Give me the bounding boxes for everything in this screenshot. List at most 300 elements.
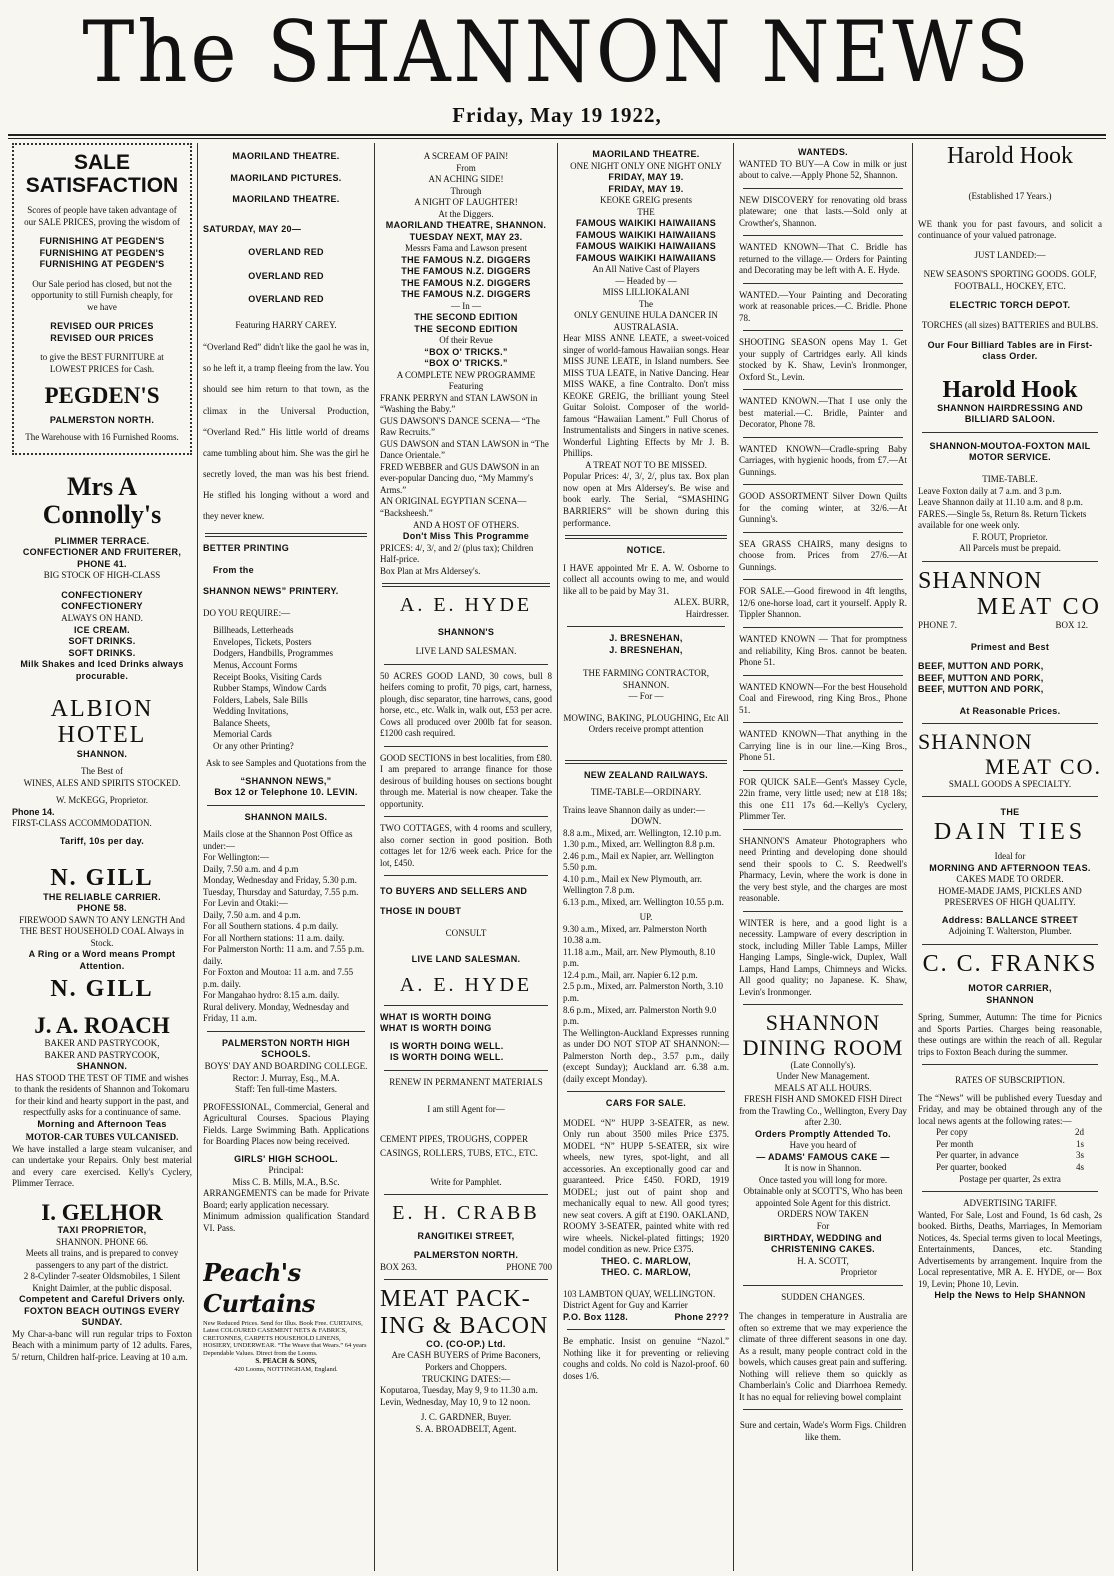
gill-title-2: N. GILL — [50, 976, 154, 1003]
rate-row — [918, 1150, 1102, 1162]
billiard: Our Four Billiard Tables are in First-class Order. — [927, 339, 1093, 362]
rate-label: Per quarter, in advance — [936, 1150, 1019, 1161]
trucking-1: Koputaroa, Tuesday, May 9, 9 to 11.30 a.m. — [380, 1385, 538, 1396]
column-rule — [374, 143, 375, 1571]
albion-accom: FIRST-CLASS ACCOMMODATION. — [12, 818, 152, 829]
cakes: CAKES MADE TO ORDER. — [956, 874, 1064, 885]
fish: FRESH FISH AND SMOKED FISH Direct from the Trawling Co., Wellington, Every Day after 2.30. — [739, 1094, 907, 1128]
print-item: Rubber Stamps, Window Cards — [213, 683, 327, 694]
lilliokalani: MISS LILLIOKALANI — [602, 287, 690, 298]
column-4 — [563, 143, 729, 1571]
gill-title: N. GILL — [50, 865, 154, 892]
separator — [922, 944, 1098, 945]
friday: FRIDAY, MAY 19. — [608, 183, 684, 194]
buyers-sellers: TO BUYERS AND SELLERS AND THOSE IN DOUBT — [380, 886, 528, 917]
host-others: AND A HOST OF OTHERS. — [412, 519, 520, 530]
up-train: 9.30 a.m., Mixed, arr. Palmerston North 10.38 a.m. — [563, 923, 707, 946]
principal-name: Miss C. B. Mills, M.A., B.Sc. — [232, 1176, 340, 1187]
second-edition: THE SECOND EDITION — [414, 323, 518, 334]
column-rule — [557, 143, 558, 1571]
pegdens-name: PEGDEN'S — [44, 383, 160, 409]
theatre: MAORILAND THEATRE. — [592, 149, 700, 159]
albion-tariff: Tariff, 10s per day. — [59, 835, 145, 846]
famous-diggers: THE FAMOUS N.Z. DIGGERS — [401, 277, 531, 288]
meals: MEALS AT ALL HOURS. — [774, 1082, 872, 1093]
better-printing: BETTER PRINTING — [203, 543, 290, 554]
at-diggers: At the Diggers. — [438, 208, 494, 219]
mail-line: Tuesday, Thursday and Saturday, 7.55 p.m. — [203, 886, 359, 897]
marlow-contact — [563, 1312, 729, 1324]
smallgoods: SMALL GOODS A SPECIALTY. — [948, 778, 1072, 789]
ask-samples: Ask to see Samples and Quotations from the — [205, 758, 367, 769]
mail-line: For Mangahao hydro: 8.15 a.m. daily. — [203, 990, 340, 1001]
gill-ring: A Ring or a Word means Prompt Attention. — [28, 949, 176, 971]
gelhor-drivers: Competent and Careful Drivers only. FOXTON BEACH OUTINGS EVERY SUNDAY. — [19, 1294, 185, 1328]
print-item: Folders, Labels, Sale Bills — [213, 694, 308, 705]
pegdens-advert — [12, 143, 192, 455]
address: Address: BALLANCE STREET — [941, 914, 1079, 925]
materials: CEMENT PIPES, TROUGHS, COPPER CASINGS, ROLLERS, TUBS, ETC., ETC. — [380, 1133, 538, 1159]
wanted-ad: WANTED KNOWN — That for promptness and reliability, King Bros. cannot be beaten. Phone 51. — [739, 633, 907, 668]
meat-box: BOX 12. — [1055, 620, 1088, 631]
mail-line: Rural delivery. Monday, Wednesday and Friday, 11 a.m. — [203, 1001, 349, 1024]
wanted-ad: WANTED KNOWN.—That I use only the best material.—C. Bridle, Painter and Decorator, Phone 78. — [739, 396, 907, 430]
teas: MORNING AND AFTERNOON TEAS. — [929, 862, 1091, 873]
up-lines — [563, 924, 729, 1028]
adv-body: Wanted, For Sale, Lost and Found, 1s 6d cash, 2s booked. Births, Deaths, Marriages, In Memoriam Notices, 4s. Special terms given to local Meetings, Entertainments, Dances, etc. Standing Advertisements by arrangement. Inquire from the Local representative, MR A. E. HYDE, or— Box 19, Levin; Phone 10, Levin. — [918, 1209, 1102, 1289]
revue-line: FRANK PERRYN and STAN LAWSON in “Washing the Baby.” — [380, 392, 538, 415]
print-item: Balance Sheets, — [213, 717, 270, 728]
separator — [743, 829, 903, 830]
hyde-shannons: SHANNON'S — [437, 626, 495, 637]
burr: ALEX. BURR, — [673, 597, 729, 608]
the: THE — [637, 206, 655, 217]
late: (Late Connolly's). — [790, 1059, 856, 1070]
sudden-body: The changes in temperature in Australia are often so extreme that we may experience the climate of three different seasons in one day. As a result, many people contract cold in the bowels, which causes great pain and suffering. Nothing will relieve them so quickly as Chamberlain's Colic and Diarrhoea Remedy. It has no equal for relieving bowel complaint — [739, 1311, 907, 1402]
the-only: The — [639, 298, 653, 309]
separator — [743, 1285, 903, 1286]
separator — [384, 1005, 548, 1006]
separator — [384, 1070, 548, 1071]
rate-row — [918, 1162, 1102, 1174]
wanteds: WANTEDS. — [798, 147, 848, 157]
trucking-2: Levin, Wednesday, May 10, 9 to 12 noon. — [380, 1396, 531, 1407]
adams: — ADAMS' FAMOUS CAKE — — [756, 1151, 890, 1162]
wanted-ad: FOR SALE.—Good firewood in 4ft lengths, 12/6 one-horse load, cart it yourself. Apply R. Tippler Shannon. — [739, 586, 907, 620]
albion-best: The Best of — [81, 766, 123, 777]
box-tricks: “BOX O' TRICKS.” — [424, 358, 508, 369]
notice-body — [563, 563, 729, 598]
minimum: Minimum admission qualification Standard VI. Pass. — [203, 1211, 369, 1233]
print-item: Dodgers, Handbills, Programmes — [213, 648, 333, 659]
present: Messrs Fama and Lawson present — [405, 243, 527, 254]
waikiki: FAMOUS WAIKIKI HAIWAIIANS — [576, 218, 716, 229]
overland-red: OVERLAND RED — [248, 294, 324, 305]
wanted-ad: WANTED KNOWN—That anything in the Carrying line is in our line.—King Bros., Phone 51. — [739, 729, 907, 763]
marlow: THEO. C. MARLOW, — [601, 1255, 691, 1266]
separator — [567, 626, 725, 627]
consult: CONSULT — [445, 928, 487, 939]
separator — [743, 484, 903, 485]
wanted-ad: WANTED TO BUY—A Cow in milk or just about to calve.—Apply Phone 52, Shannon. — [739, 158, 907, 181]
reasonable: At Reasonable Prices. — [959, 705, 1061, 716]
beef-line: BEEF, MUTTON AND PORK, — [918, 684, 1044, 695]
revue-lines — [380, 393, 552, 520]
rate-value: 2d — [1075, 1127, 1084, 1138]
railways: NEW ZEALAND RAILWAYS. — [584, 769, 708, 780]
revised-line: REVISED OUR PRICES — [50, 321, 154, 332]
scream: A SCREAM OF PAIN! — [423, 151, 509, 161]
separator — [922, 432, 1098, 433]
column-2 — [203, 143, 369, 1571]
separator — [743, 330, 903, 331]
franks-town: SHANNON — [986, 994, 1034, 1005]
peach-body: New Reduced Prices. Send for Illus. Book Free. CURTAINS, Latest COLOURED CASEMENT NETS & FABRICS, CRETONNES, CARPETS HOUSEHOLD LINENS, HOSIERY, UNDERWEAR. “The Weave that Wears.” 64 years Dependable Values. Direct from the Looms. — [203, 1319, 367, 1357]
revue-line: FRED WEBBER and GUS DAWSON in an ever-popular Dancing duo, “My Mammy's Arms.” — [380, 461, 540, 495]
sale-intro: Scores of people have taken advantage of our SALE PRICES, proving the wisdom of — [24, 205, 180, 227]
live-land-salesman: LIVE LAND SALESMAN. — [411, 953, 521, 964]
crabb-street: RANGITIKEI STREET, — [417, 1230, 515, 1241]
rates-head: RATES OF SUBSCRIPTION. — [955, 1075, 1065, 1086]
peach-firm: S. PEACH & SONS, — [255, 1356, 317, 1365]
gelhor-chara: My Char-a-banc will run regular trips to Foxton Beach with a minimum party of 12 adults. Fares, 5/ return, Children half-price. Leaving at 10 a.m. — [12, 1328, 192, 1362]
headed-by: — Headed by — — [615, 275, 677, 286]
down-train: 8.8 a.m., Mixed, arr. Wellington, 12.10 p.m. — [563, 827, 722, 838]
worth-doing-well: IS WORTH DOING WELL. — [390, 1040, 504, 1051]
hyde-title: A. E. HYDE — [399, 594, 533, 617]
hairdresser: Hairdresser. — [685, 608, 729, 619]
connolly-phone: PHONE 41. — [77, 558, 127, 569]
famous-diggers: THE FAMOUS N.Z. DIGGERS — [401, 266, 531, 277]
second-edition: THE SECOND EDITION — [414, 312, 518, 323]
wanted-ad: WANTED KNOWN—For the best Household Coal and Firewood, ring King Bros., Phone 51. — [739, 681, 907, 715]
waikiki: FAMOUS WAIKIKI HAIWAIIANS — [576, 241, 716, 252]
featuring: Featuring — [448, 381, 484, 392]
peach-advert — [203, 1258, 369, 1374]
separator — [382, 583, 550, 587]
gill-phone: PHONE 58. — [77, 903, 127, 914]
rate-value: 4s — [1075, 1161, 1084, 1172]
sudden: SUDDEN CHANGES. — [781, 1291, 865, 1302]
column-3 — [380, 143, 552, 1571]
column-5 — [739, 143, 907, 1571]
roach-town: SHANNON. — [76, 1061, 128, 1072]
connolly-stock: BIG STOCK OF HIGH-CLASS — [43, 570, 161, 581]
separator — [384, 816, 548, 817]
down-lines — [563, 828, 729, 909]
wanted-ad: NEW DISCOVERY for renovating old brass plateware; one that lasts.—Sold only at Crowther's, Shannon. — [739, 194, 907, 228]
rate-label: Per copy — [936, 1127, 968, 1138]
worth-doing: WHAT IS WORTH DOING — [380, 1023, 492, 1034]
maoriland-theatre: MAORILAND THEATRE. — [232, 151, 340, 161]
down-train: 6.13 p.m., Mixed, arr. Wellington 10.55 p.m. — [563, 896, 724, 907]
separator — [565, 535, 727, 539]
for-label: For — [816, 1220, 830, 1231]
separator — [743, 627, 903, 628]
meat-co: CO. (CO-OP.) Ltd. — [426, 1338, 506, 1349]
established: (Established 17 Years.) — [968, 191, 1052, 202]
hyde-title-2: A. E. HYDE — [399, 974, 533, 997]
milk-shakes: Milk Shakes and Iced Drinks always procurable. — [20, 659, 184, 681]
thank: WE thank you for past favours, and solicit a continuance of your valued patronage. — [918, 218, 1102, 241]
tyres-head: MOTOR-CAR TUBES VULCANISED. — [25, 1132, 179, 1143]
franks-title: C. C. FRANKS — [922, 950, 1098, 977]
from-the: From the — [213, 564, 254, 575]
peach-addr: 420 Looms, NOTTINGHAM, England. — [234, 1365, 338, 1373]
separator — [384, 746, 548, 747]
sole-agent: I am still Agent for— — [427, 1104, 505, 1115]
torch-depot: ELECTRIC TORCH DEPOT. — [949, 300, 1071, 311]
down-train: 4.10 p.m., Mail ex New Plymouth, arr. Wellington 7.8 p.m. — [563, 873, 702, 896]
best-furniture: to give the BEST FURNITURE at LOWEST PRICES for Cash. — [40, 352, 164, 374]
top-rule — [8, 134, 1106, 136]
wanted-ad: SEA GRASS CHAIRS, many designs to choose from. Prices from 27/6.—At Gunnings. — [739, 538, 907, 572]
wanted-ad: WINTER is here, and a good light is a necessity. Lampware of every description in stock, including Miller Table Lamps, Miller Hanging Lamps, Single-wick, Duplex, Wall Lamps, Hand Lamps, Chimneys and Wicks. All good quality; no Japanese. K. Shaw, Levin's Ironmonger. — [739, 917, 907, 997]
maoriland-pictures: MAORILAND PICTURES. — [230, 172, 342, 183]
connolly-trade: CONFECTIONER AND FRUITERER, — [22, 547, 182, 558]
mail-line: For Foxton and Moutoa: 11 a.m. and 7.55 p.m. daily. — [203, 967, 354, 989]
pegdens-town: PALMERSTON NORTH. — [49, 414, 155, 425]
rates-intro: The “News” will be published every Tuesday and Friday, and may be obtained through any of the local news agents at the following rates:— — [918, 1092, 1102, 1126]
franks-body: Spring, Summer, Autumn: The time for Picnics and Sports Parties. Charges being reasonable, these outings are within the reach of all. Regular trips to Foxton Beach during the summer. — [918, 1012, 1102, 1057]
prices: PRICES: 4/, 3/, and 2/ (plus tax); Children Half-price. — [380, 542, 534, 565]
mail-line: Monday, Wednesday and Friday, 5.30 p.m. — [203, 875, 357, 886]
print-item: Memorial Cards — [213, 729, 272, 740]
bresnehan: J. BRESNEHAN, — [609, 644, 683, 655]
worth-doing: WHAT IS WORTH DOING — [380, 1011, 492, 1022]
up-train: 8.6 p.m., Mixed, arr. Palmerston North 9.0 p.m. — [563, 1004, 717, 1027]
rector: Rector: J. Murray, Esq., M.A. — [232, 1072, 340, 1083]
for-label: — For — — [628, 691, 664, 702]
separator — [922, 1191, 1098, 1192]
through: Through — [450, 185, 482, 196]
adjoining: Adjoining T. Walterston, Plumber. — [948, 926, 1072, 937]
broadbelt: S. A. BROADBELT, Agent. — [415, 1423, 517, 1434]
separator — [743, 579, 903, 580]
marlow-addr: 103 LAMBTON QUAY, WELLINGTON. District Agent for Guy and Karrier — [563, 1288, 716, 1311]
sale-body: Our Sale period has closed, but not the opportunity to still Furnish cheaply, for we have — [31, 278, 173, 312]
confectionery-line: CONFECTIONERY — [61, 601, 143, 612]
trucking: TRUCKING DATES:— — [421, 1373, 511, 1384]
from: From — [456, 162, 476, 173]
timetable: TIME-TABLE—ORDINARY. — [590, 787, 702, 798]
gill-carrier: THE RELIABLE CARRIER. — [43, 891, 161, 902]
primest: Primest and Best — [970, 641, 1050, 652]
peach-logo: Peach's Curtains — [203, 1258, 315, 1318]
mail-line: Mails close at the Shannon Post Office as under:— — [203, 829, 353, 851]
cars-sale: CARS FOR SALE. — [605, 1098, 687, 1109]
scott: H. A. SCOTT, — [797, 1255, 849, 1266]
one-night: ONE NIGHT ONLY ONE NIGHT ONLY — [570, 160, 722, 171]
top-rule-thin — [8, 138, 1106, 139]
albion-title: ALBION — [50, 696, 154, 723]
mail-line: Daily, 7.50 a.m. and 4 p.m. — [203, 909, 301, 920]
ideal: Ideal for — [994, 851, 1026, 862]
separator — [384, 1279, 548, 1280]
separator — [922, 1064, 1098, 1065]
parcels: All Parcels must be prepaid. — [959, 543, 1061, 554]
masthead — [0, 0, 1114, 100]
separator — [207, 1031, 365, 1032]
mail-line: For all Southern stations. 4 p.m daily. — [203, 921, 339, 932]
down: DOWN. — [630, 816, 662, 827]
hook-title-2: Harold Hook — [942, 376, 1078, 403]
overland-red: OVERLAND RED — [248, 247, 324, 258]
beef-line: BEEF, MUTTON AND PORK, — [918, 672, 1044, 683]
pn-high: PALMERSTON NORTH HIGH SCHOOLS. — [222, 1037, 350, 1060]
revue-line: AN ORIGINAL EGYPTIAN SCENA— “Backsheesh.” — [380, 496, 527, 518]
separator — [743, 911, 903, 912]
worth-doing-well: IS WORTH DOING WELL. — [390, 1052, 504, 1063]
meat-contact — [918, 620, 1102, 632]
separator — [743, 437, 903, 438]
friday: FRIDAY, MAY 19. — [608, 172, 684, 183]
notice-body-text: I HAVE appointed Mr E. A. W. Osborne to collect all accounts owing to me, and would like all to be paid by May 31. — [563, 562, 729, 596]
tyres-body: We have installed a large steam vulcaniser, and can undertake your Repairs. Only best material and every care exercised. Kelly's Cyclery, Plimmer Terrace. — [12, 1143, 192, 1189]
native-cast: An All Native Cast of Players — [592, 264, 700, 275]
featuring: Featuring HARRY CAREY. — [235, 319, 337, 330]
rate-label: Per quarter, booked — [936, 1161, 1007, 1172]
in: — In — — [451, 300, 481, 311]
orders-now: ORDERS NOW TAKEN — [777, 1209, 869, 1220]
separator — [565, 760, 727, 764]
dainties-title: DAIN TIES — [933, 818, 1087, 845]
leave-shannon: Leave Shannon daily at 11.10 a.m. and 8 p.m. — [918, 497, 1083, 508]
mail-service: SHANNON-MOUTOA-FOXTON MAIL MOTOR SERVICE. — [929, 440, 1091, 463]
famous-diggers: THE FAMOUS N.Z. DIGGERS — [401, 289, 531, 300]
leave-foxton: Leave Foxton daily at 7 a.m. and 3 p.m. — [918, 485, 1062, 496]
crabb-contact — [380, 1262, 552, 1274]
print-item: Receipt Books, Visiting Cards — [213, 671, 322, 682]
column-6 — [918, 143, 1102, 1571]
roach-teas: Morning and Afternoon Teas — [37, 1118, 167, 1129]
gelhor-cars: 2 8-Cylinder 7-seater Oldsmobiles, 1 Silent Knight Daimler, at the public disposal. — [23, 1271, 181, 1293]
separator — [384, 1194, 548, 1195]
keoke: KEOKE GREIG presents — [600, 195, 692, 206]
separator — [205, 533, 367, 537]
print-item: Envelopes, Tickets, Posters — [213, 636, 312, 647]
print-items — [203, 625, 369, 752]
wanted-ad: FOR QUICK SALE—Gent's Massey Cycle, 22in frame, very little used; new at £18 18s; this one £11 17s 6d.—Kelly's Cyclery, Plimmer Ter. — [739, 776, 907, 822]
meat-packing-2: ING & BACON — [380, 1312, 549, 1339]
gardner: J. C. GARDNER, Buyer. — [420, 1412, 512, 1423]
column-rule — [197, 143, 198, 1571]
up-train: 2.5 p.m., Mixed, arr. Palmerston North, 3.10 p.m. — [563, 981, 723, 1003]
separator — [922, 561, 1098, 562]
crabb-phone: PHONE 700 — [506, 1261, 552, 1272]
mail-line: For Wellington:— — [203, 852, 269, 863]
sure: Sure and certain, Wade's Worm Figs. Children like them. — [739, 1420, 907, 1442]
wanted-ad: GOOD ASSORTMENT Silver Down Quilts for the coming winter, at 32/6.—At Gunning's. — [739, 491, 907, 525]
meat-packing-1: MEAT PACK- — [380, 1286, 531, 1313]
prof-body: PROFESSIONAL, Commercial, General and Agricultural Courses. Spacious Playing Fields. Large Swimming Bath. Applications for Boarding Places now being received. — [203, 1101, 369, 1147]
dining-title-1: SHANNON — [765, 1010, 881, 1036]
sections-body: GOOD SECTIONS in best localities, from £80. I am prepared to arrange finance for those desirous of building houses on sections bought through me. Material is now cheaper. Take the opportunity. — [380, 752, 552, 809]
marlow: THEO. C. MARLOW, — [601, 1267, 691, 1278]
marlow-box: P.O. Box 1128. — [563, 1311, 629, 1322]
down-train: 1.30 p.m., Mixed, arr. Wellington 8.8 p.m. — [563, 839, 715, 850]
now-shannon: It is now in Shannon. — [784, 1163, 862, 1174]
printery: SHANNON NEWS” PRINTERY. — [203, 586, 339, 597]
separator — [743, 532, 903, 533]
hook-title: Harold Hook — [947, 143, 1073, 169]
print-item: Menus, Account Forms — [213, 660, 298, 670]
separator — [743, 1409, 903, 1410]
postage: Postage per quarter, 2s extra — [959, 1173, 1061, 1184]
trains-leave: Trains leave Shannon daily as under:— — [563, 804, 705, 815]
albion-title-2: HOTEL — [57, 722, 147, 749]
rout: F. ROUT, Proprietor. — [972, 531, 1048, 542]
furnishing-line: FURNISHING AT PEGDEN'S — [39, 247, 165, 258]
wanted-ad: SHOOTING SEASON opens May 1. Get your supply of Cartridges early. All kinds stocked by K. Shaw, Levin's Ironmonger, Oxford St., Levin. — [739, 337, 907, 382]
acres-body: 50 ACRES GOOD LAND, 30 cows, bull 8 heifers coming to profit, 70 pigs, cart, harness, plough, disc separator, tine harrows, cans, good horse, etc., etc. Walk in, walk out, £53 per acre. Cows all produced over 200lb fat for season. £1200 cash required. — [380, 670, 552, 739]
hyde-live-land: LIVE LAND SALESMAN. — [415, 646, 517, 657]
box-tricks: “BOX O' TRICKS.” — [424, 346, 508, 357]
saloon: SHANNON HAIRDRESSING AND BILLIARD SALOON. — [937, 402, 1083, 425]
wanted-ad: WANTED.—Your Painting and Decorating work at reasonable prices.—C. Bridle. Phone 78. — [739, 289, 907, 323]
cottages-body: TWO COTTAGES, with 4 rooms and scullery, also corner section in good position. Both cottages let for 12/6 week each. Price for the lot, £450. — [380, 823, 552, 868]
proprietor: Proprietor — [840, 1267, 877, 1278]
mails-lines — [203, 829, 369, 1025]
sale-title: SALE SATISFACTION — [25, 151, 179, 198]
new-mgmt: Under New Management. — [776, 1071, 870, 1082]
meat-body: Are CASH BUYERS of Prime Baconers, Porkers and Choppers. — [391, 1350, 541, 1372]
connolly-address: PLIMMER TERRACE. — [54, 535, 150, 546]
print-item: Wedding Invitations, — [213, 706, 289, 717]
wanted-ad: SHANNON'S Amateur Photographers who need Printing and developing done should send their spools to C. S. Reedwell's Pharmacy, Levin, where the work is done in the very best style, and the charges are most reasonable. — [739, 835, 907, 904]
hula: ONLY GENUINE HULA DANCER IN AUSTRALASIA. — [574, 310, 718, 332]
up-train: 11.18 a.m., Mail, arr. New Plymouth, 8.10 p.m. — [563, 946, 716, 969]
night-laughter: A NIGHT OF LAUGHTER! — [414, 197, 518, 208]
separator — [743, 770, 903, 771]
separator — [384, 664, 548, 665]
overland-red: OVERLAND RED — [248, 270, 324, 281]
albion-town: SHANNON. — [76, 748, 128, 759]
revised-line: REVISED OUR PRICES — [50, 332, 154, 343]
help: Help the News to Help SHANNON — [934, 1290, 1086, 1301]
wanted-ads — [739, 159, 907, 999]
separator — [743, 1004, 903, 1005]
fares: FARES.—Single 5s, Return 8s. Return Tickets available for one week only. — [918, 508, 1087, 531]
meat2-title-1: SHANNON — [918, 729, 1033, 755]
issue-date: Friday, May 19 1922, — [452, 103, 662, 127]
notice: NOTICE. — [626, 545, 666, 556]
up: UP. — [639, 912, 653, 923]
wanted-ad: WANTED KNOWN—That C. Bridle has returned to the village.— Orders for Painting and Decorating may be left with A. E. Hyde. — [739, 242, 907, 276]
maoriland-theatre: MAORILAND THEATRE. — [232, 194, 340, 205]
franks-role: MOTOR CARRIER, — [968, 983, 1052, 994]
staff: Staff: Ten full-time Masters. — [234, 1084, 338, 1095]
separator — [567, 1091, 725, 1092]
newspaper-title: The SHANNON NEWS — [82, 3, 1032, 101]
separator — [743, 283, 903, 284]
renew: RENEW IN PERMANENT MATERIALS — [389, 1076, 543, 1087]
meat2-title-2: MEAT CO. — [984, 753, 1102, 779]
pamphlet: Write for Pamphlet. — [430, 1176, 502, 1187]
rate-row — [918, 1139, 1102, 1151]
print-item: Or any other Printing? — [213, 740, 294, 751]
tuesday: TUESDAY NEXT, MAY 23. — [409, 231, 523, 242]
boys-day: BOYS' DAY AND BOARDING COLLEGE. — [204, 1060, 368, 1071]
warehouse-note: The Warehouse with 16 Furnished Rooms. — [25, 432, 179, 443]
landed: JUST LANDED:— — [974, 249, 1046, 260]
cakes: BIRTHDAY, WEDDING and CHRISTENING CAKES. — [764, 1232, 882, 1255]
meat-title-1: SHANNON — [918, 567, 1043, 594]
separator — [207, 805, 365, 806]
nazol: Be emphatic. Insist on genuine “Nazol.” Nothing like it for preventing or relieving coughs and colds. No cold is Nazol-proof. 60 doses 1/6. — [563, 1336, 729, 1381]
box-phone: Box 12 or Telephone 10. LEVIN. — [214, 787, 358, 798]
marlow-phone: Phone 2??? — [674, 1311, 729, 1322]
